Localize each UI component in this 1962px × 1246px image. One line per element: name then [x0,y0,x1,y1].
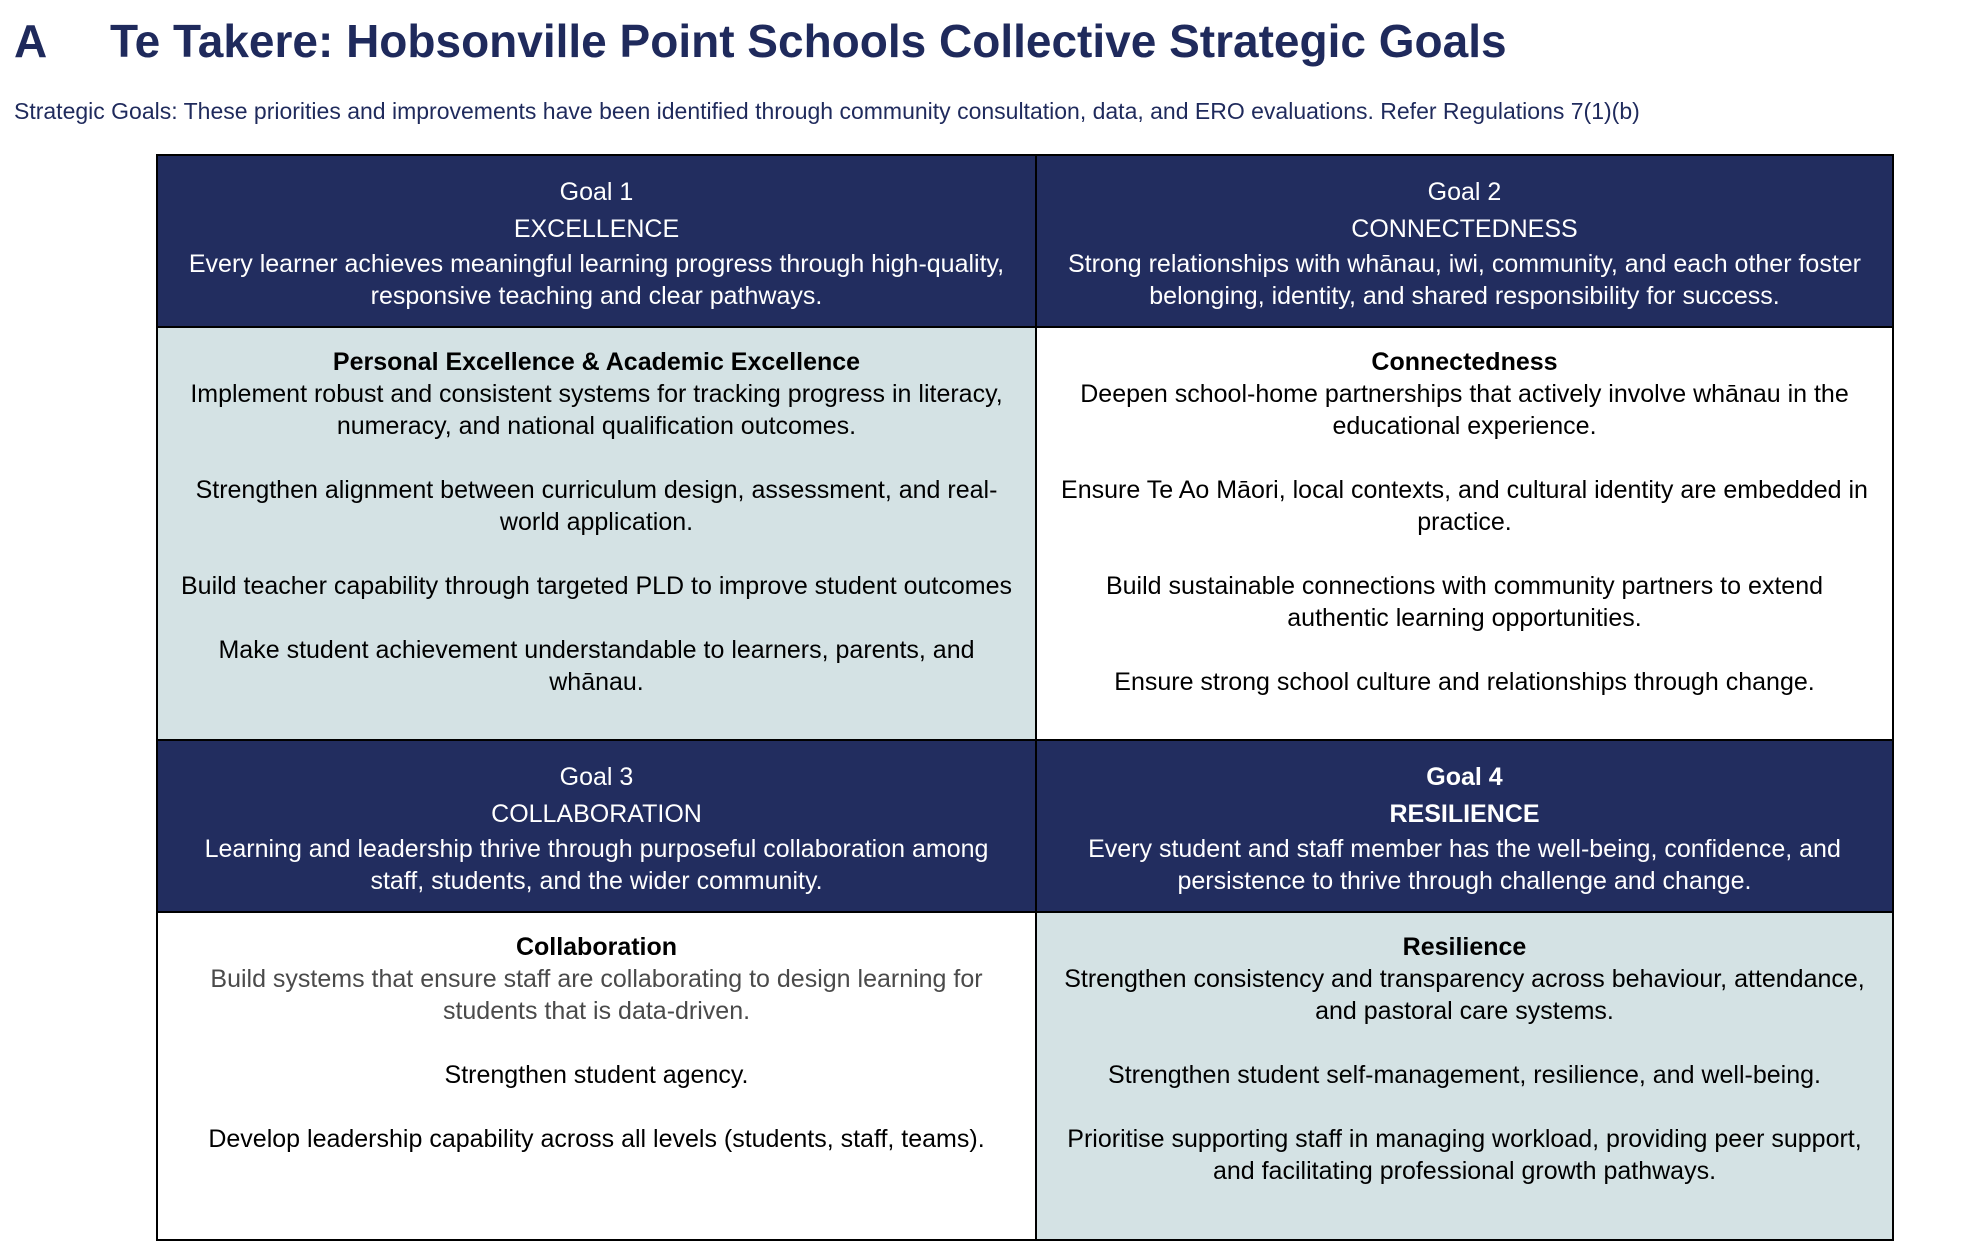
goal-2-name: CONNECTEDNESS [1351,215,1578,243]
strategic-goals-table [156,154,1894,1241]
goal-3-description: Learning and leadership thrive through purposeful collaboration among staff, students, and the wider community. [204,835,989,895]
title-text: Te Takere: Hobsonville Point Schools Collective Strategic Goals [110,15,1507,67]
goal-4-header [1036,740,1893,912]
goal-4-details [1036,912,1893,1240]
goal-1-item: Strengthen alignment between curriculum design, assessment, and real-world application. [195,476,998,536]
goal-2-item: Ensure strong school culture and relationships through change. [1114,668,1815,696]
page-subtitle: Strategic Goals: These priorities and improvements have been identified through community consultation, data, and ERO evaluations. Refer Regulations 7(1)(b) [14,98,1640,124]
goal-3-focus-area: Collaboration [515,933,678,961]
goal-3-name: COLLABORATION [491,800,702,828]
goal-3-details [157,912,1036,1240]
section-letter: A [14,15,48,67]
goal-4-name: RESILIENCE [1389,800,1540,828]
goal-3-header [157,740,1036,912]
goal-1-header [157,155,1036,327]
goal-1-focus-area: Personal Excellence & Academic Excellence [332,348,861,376]
goal-1-description: Every learner achieves meaningful learning progress through high-quality, responsive teaching and clear pathways. [188,250,1005,310]
goal-2-focus-area: Connectedness [1371,348,1558,376]
goal-2-item: Deepen school-home partnerships that actively involve whānau in the educational experience. [1080,380,1849,440]
goal-4-item: Strengthen consistency and transparency across behaviour, attendance, and pastoral care systems. [1064,965,1865,1025]
goals-header-row-2 [157,740,1893,912]
goal-1-name: EXCELLENCE [513,215,680,243]
goal-4-focus-area: Resilience [1402,933,1527,961]
goal-1-details [157,327,1036,740]
goal-1-number: Goal 1 [559,178,634,206]
goal-3-item: Build systems that ensure staff are collaborating to design learning for students that is data-driven. [210,965,983,1025]
goal-3-item: Develop leadership capability across all levels (students, staff, teams). [208,1125,985,1153]
goal-3-number: Goal 3 [559,763,634,791]
goals-body-row-2 [157,912,1893,1240]
goal-2-item: Ensure Te Ao Māori, local contexts, and cultural identity are embedded in practice. [1061,476,1868,536]
goal-2-header [1036,155,1893,327]
goal-4-description: Every student and staff member has the well-being, confidence, and persistence to thrive through challenge and change. [1088,835,1841,895]
page-title [14,14,1507,68]
goal-3-item: Strengthen student agency. [444,1061,749,1089]
goal-1-item: Build teacher capability through targeted PLD to improve student outcomes [180,572,1013,600]
goals-body-row-1 [157,327,1893,740]
goal-4-item: Strengthen student self-management, resilience, and well-being. [1108,1061,1821,1089]
goal-2-description: Strong relationships with whānau, iwi, community, and each other foster belonging, identity, and shared responsibility for success. [1068,250,1861,310]
goal-4-number: Goal 4 [1426,763,1503,791]
goal-1-item: Implement robust and consistent systems for tracking progress in literacy, numeracy, and national qualification outcomes. [190,380,1003,440]
goal-2-number: Goal 2 [1427,178,1502,206]
goals-header-row-1 [157,155,1893,327]
goal-2-item: Build sustainable connections with community partners to extend authentic learning opportunities. [1105,572,1824,632]
goal-2-details [1036,327,1893,740]
goal-4-item: Prioritise supporting staff in managing workload, providing peer support, and facilitating professional growth pathways. [1067,1125,1862,1185]
goal-1-item: Make student achievement understandable to learners, parents, and whānau. [218,636,975,696]
